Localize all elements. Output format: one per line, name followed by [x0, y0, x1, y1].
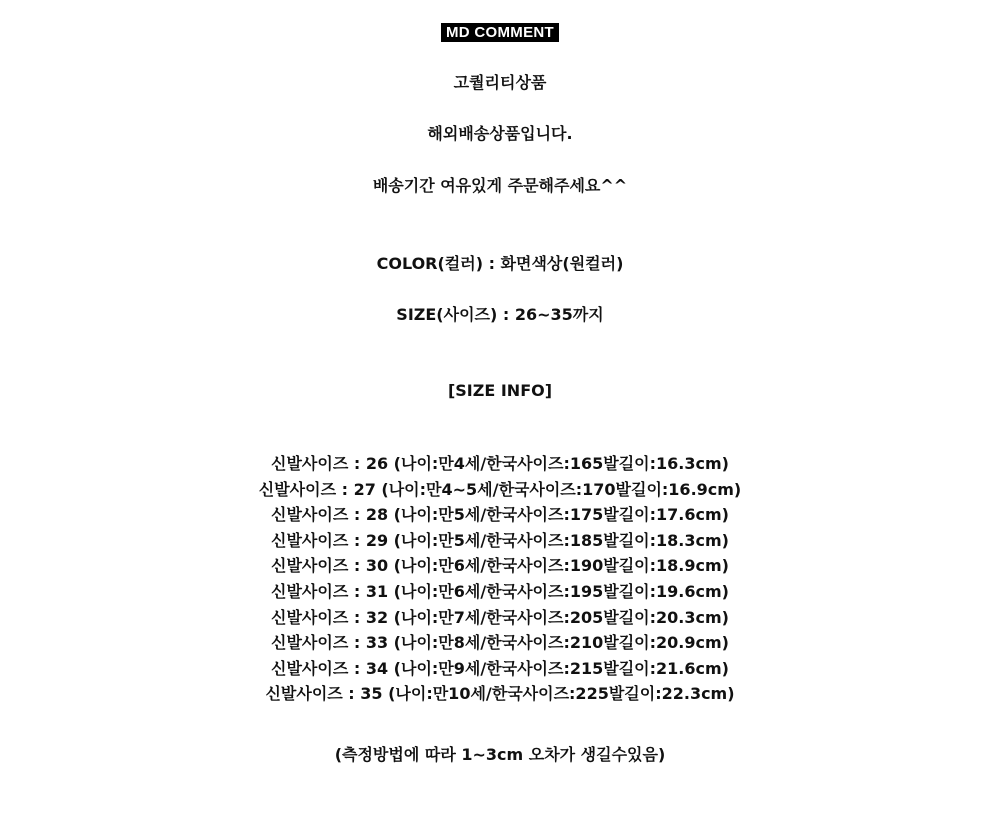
size-row: 신발사이즈 : 29 (나이:만5세/한국사이즈:185발길이:18.3cm) — [271, 530, 729, 550]
size-row: 신발사이즈 : 31 (나이:만6세/한국사이즈:195발길이:19.6cm) — [271, 581, 729, 601]
size-row: 신발사이즈 : 28 (나이:만5세/한국사이즈:175발길이:17.6cm) — [271, 505, 729, 525]
measurement-note: (측정방법에 따라 1~3cm 오차가 생길수있음) — [334, 745, 666, 764]
size-row: 신발사이즈 : 32 (나이:만7세/한국사이즈:205발길이:20.3cm) — [271, 607, 729, 627]
size-row: 신발사이즈 : 34 (나이:만9세/한국사이즈:215발길이:21.6cm) — [271, 658, 729, 678]
size-row: 신발사이즈 : 30 (나이:만6세/한국사이즈:190발길이:18.9cm) — [271, 556, 729, 576]
color-spec: COLOR(컬러) : 화면색상(원컬러) — [376, 254, 624, 273]
size-row: 신발사이즈 : 33 (나이:만8세/한국사이즈:210발길이:20.9cm) — [271, 633, 729, 653]
size-row: 신발사이즈 : 26 (나이:만4세/한국사이즈:165발길이:16.3cm) — [271, 454, 729, 473]
delivery-notice-text: 배송기간 여유있게 주문해주세요^^ — [372, 176, 628, 195]
size-spec: SIZE(사이즈) : 26~35까지 — [396, 305, 604, 324]
size-chart-list — [0, 451, 1000, 707]
size-info-title: [SIZE INFO] — [447, 381, 553, 400]
quality-text: 고퀄리티상품 — [453, 73, 547, 92]
md-comment-badge: MD COMMENT — [441, 23, 559, 42]
size-row: 신발사이즈 : 35 (나이:만10세/한국사이즈:225발길이:22.3cm) — [265, 684, 735, 704]
overseas-shipping-text: 해외배송상품입니다. — [427, 124, 573, 143]
md-comment-header — [0, 22, 1000, 42]
size-row: 신발사이즈 : 27 (나이:만4~5세/한국사이즈:170발길이:16.9cm) — [258, 479, 742, 499]
